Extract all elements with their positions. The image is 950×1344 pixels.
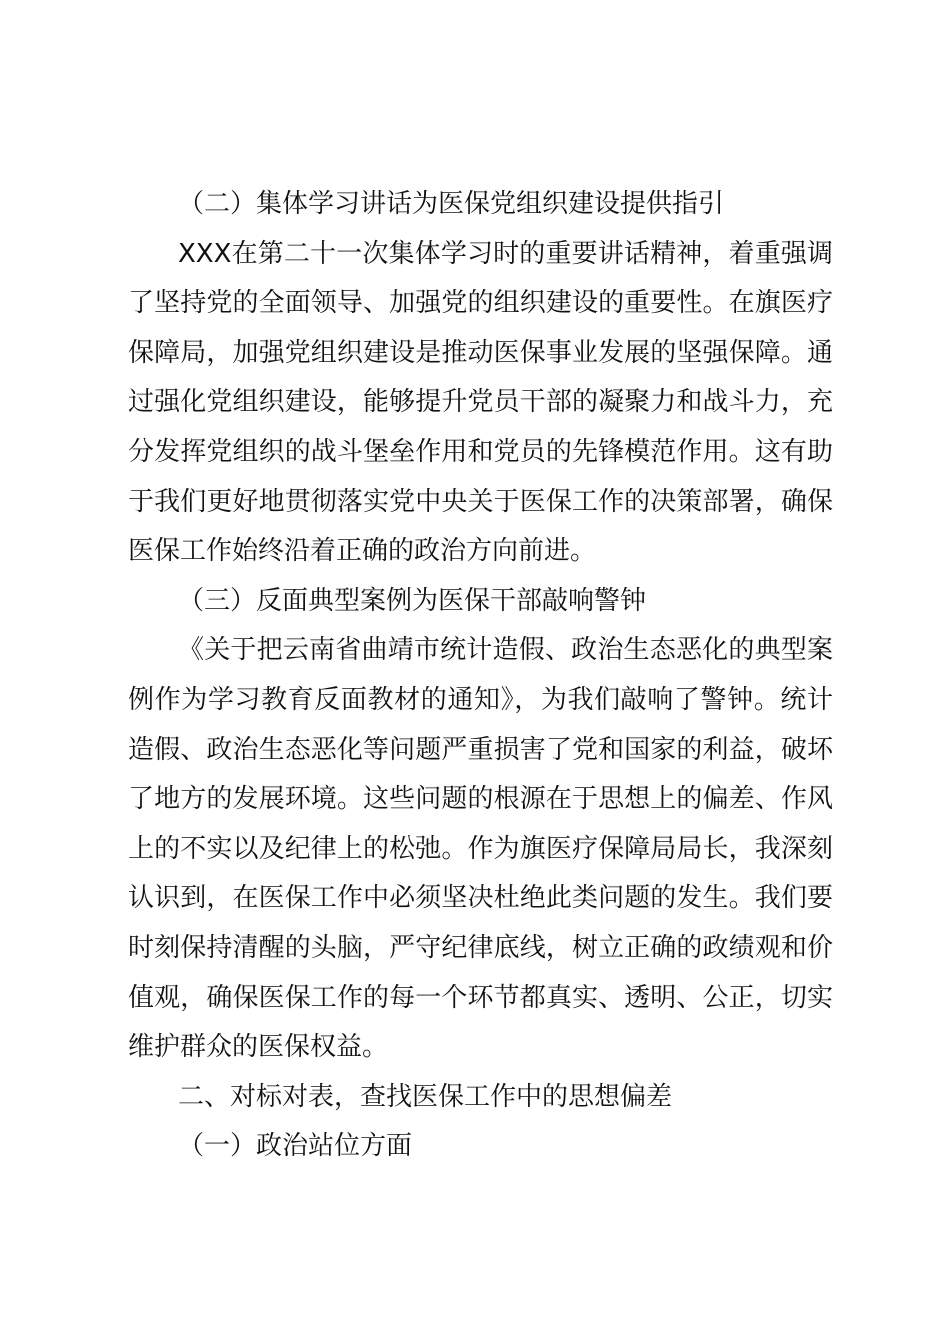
section-heading-3: （三）反面典型案例为医保干部敲响警钟 xyxy=(178,585,647,616)
chapter-heading-2: 二、对标对表，查找医保工作中的思想偏差 xyxy=(178,1081,673,1112)
section-heading-2: （二）集体学习讲话为医保党组织建设提供指引 xyxy=(178,189,725,219)
paragraph-2-line-3: 造假、政治生态恶化等问题严重损害了党和国家的利益，破坏 xyxy=(128,734,833,765)
paragraph-2-line-7: 时刻保持清醒的头脑，严守纪律底线，树立正确的政绩观和价 xyxy=(128,932,833,963)
paragraph-1-line-1: XXX在第二十一次集体学习时的重要讲话精神，着重强调 xyxy=(178,238,833,269)
paragraph-1-line-4: 过强化党组织建设，能够提升党员干部的凝聚力和战斗力，充 xyxy=(128,387,833,418)
document-body xyxy=(128,180,833,1172)
paragraph-1-line-2: 了坚持党的全面领导、加强党的组织建设的重要性。在旗医疗 xyxy=(128,288,833,319)
paragraph-2-line-5: 上的不实以及纪律上的松弛。作为旗医疗保障局局长，我深刻 xyxy=(128,833,833,864)
paragraph-2-line-1: 《关于把云南省曲靖市统计造假、政治生态恶化的典型案 xyxy=(178,635,833,666)
paragraph-2-line-9: 维护群众的医保权益。 xyxy=(128,1032,389,1063)
paragraph-1-line-5: 分发挥党组织的战斗堡垒作用和党员的先锋模范作用。这有助 xyxy=(128,436,833,467)
paragraph-2-line-2: 例作为学习教育反面教材的通知》，为我们敲响了警钟。统计 xyxy=(128,684,833,715)
paragraph-1-line-3: 保障局，加强党组织建设是推动医保事业发展的坚强保障。通 xyxy=(128,337,833,368)
paragraph-1-line-6: 于我们更好地贯彻落实党中央关于医保工作的决策部署，确保 xyxy=(128,486,833,517)
paragraph-2-line-4: 了地方的发展环境。这些问题的根源在于思想上的偏差、作风 xyxy=(128,784,833,815)
paragraph-1-line-7: 医保工作始终沿着正确的政治方向前进。 xyxy=(128,536,597,567)
paragraph-2-line-8: 值观，确保医保工作的每一个环节都真实、透明、公正，切实 xyxy=(128,982,833,1013)
section-heading-1: （一）政治站位方面 xyxy=(178,1131,413,1162)
paragraph-2-line-6: 认识到，在医保工作中必须坚决杜绝此类问题的发生。我们要 xyxy=(128,883,833,914)
